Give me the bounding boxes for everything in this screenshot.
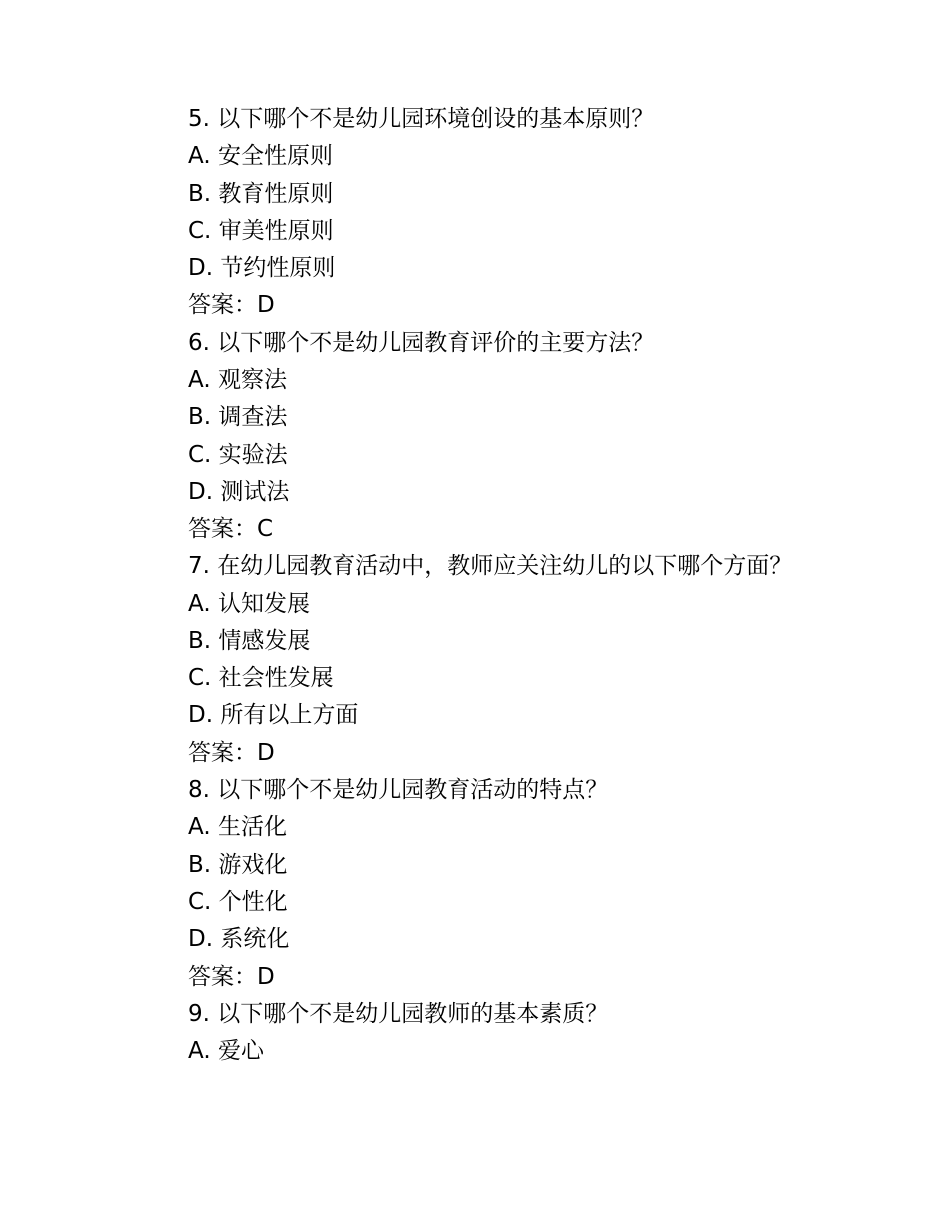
option-d: D. 系统化 (188, 926, 290, 953)
question-5 (141, 101, 801, 325)
question-text: 9. 以下哪个不是幼儿园教师的基本素质？ (188, 1000, 609, 1027)
option-a: A. 观察法 (188, 367, 287, 394)
answer: 答案：D (188, 739, 275, 766)
option-a: A. 爱心 (188, 1038, 264, 1065)
answer: 答案：C (188, 516, 274, 543)
question-9 (141, 996, 801, 1071)
question-8 (141, 772, 801, 996)
option-b: B. 游戏化 (188, 851, 288, 878)
question-text: 5. 以下哪个不是幼儿园环境创设的基本原则？ (188, 106, 655, 132)
answer: 答案：D (188, 963, 275, 990)
question-6 (141, 325, 801, 549)
option-b: B. 教育性原则 (188, 180, 334, 207)
answer: 答案：D (188, 292, 275, 319)
option-d: D. 测试法 (188, 478, 290, 505)
option-d: D. 所有以上方面 (188, 702, 359, 729)
question-list (141, 101, 801, 1070)
option-b: B. 情感发展 (188, 627, 311, 654)
option-a: A. 生活化 (188, 814, 287, 841)
option-a: A. 安全性原则 (188, 143, 333, 170)
option-c: C. 个性化 (188, 888, 288, 915)
question-text: 6. 以下哪个不是幼儿园教育评价的主要方法？ (188, 329, 655, 356)
question-7 (141, 549, 801, 772)
question-text: 7. 在幼儿园教育活动中，教师应关注幼儿的以下哪个方面？ (188, 552, 793, 579)
option-c: C. 实验法 (188, 441, 288, 468)
question-text: 8. 以下哪个不是幼儿园教育活动的特点？ (188, 777, 609, 804)
option-a: A. 认知发展 (188, 590, 310, 617)
option-b: B. 调查法 (188, 404, 288, 431)
option-c: C. 社会性发展 (188, 665, 334, 692)
option-d: D. 节约性原则 (188, 255, 336, 282)
option-c: C. 审美性原则 (188, 217, 334, 244)
